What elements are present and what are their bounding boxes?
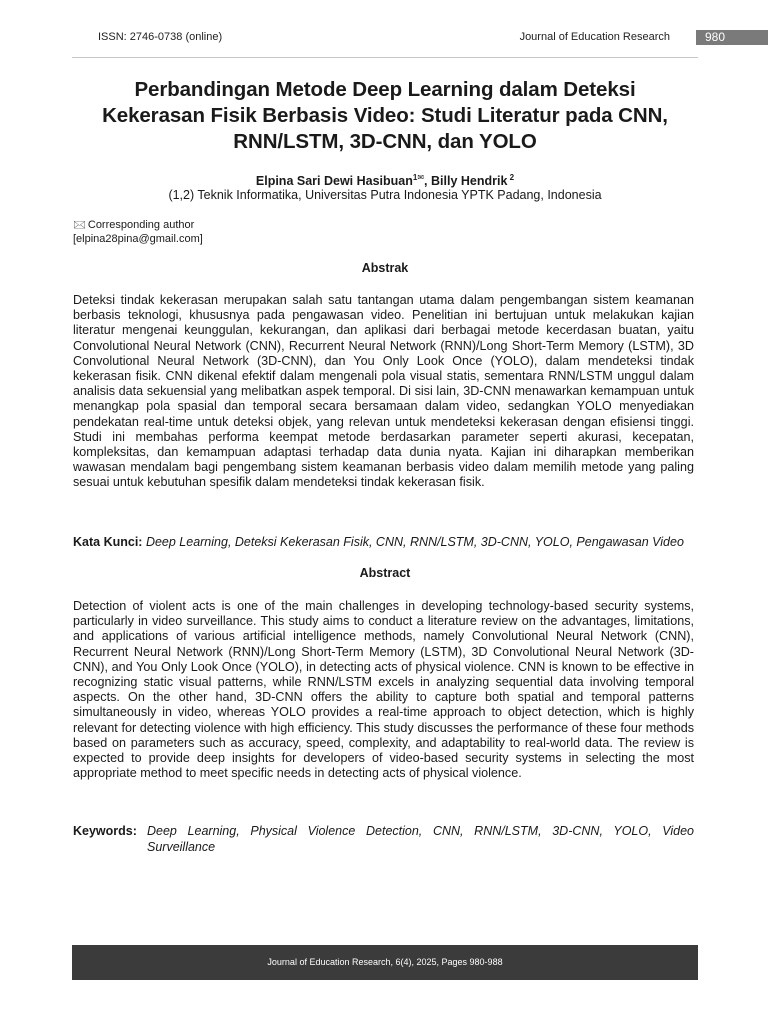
author-name: Billy Hendrik — [431, 174, 508, 189]
abstract-heading: Abstract — [359, 566, 411, 580]
author-affiliation-mark: 1✉ — [412, 173, 425, 182]
corresponding-author — [73, 218, 203, 246]
author-affiliation-mark: 2 — [507, 173, 515, 182]
author-name: Elpina Sari Dewi Hasibuan — [255, 174, 413, 189]
abstrak-text: Deteksi tindak kekerasan merupakan salah satu tantangan utama dalam pengembangan sistem keamanan berbasis teknologi, khususnya pada pengawasan video. Penelitian ini bertujuan untuk melakukan kajian literatur mengenai keunggulan, kekurangan, dan aplikasi dari berbagai metode kecerdasan buatan, yaitu Convolutional Neural Network (CNN), Recurrent Neural Network (RNN)/Long Short-Term Memory (LSTM), 3D Convolutional Neural Network (3D-CNN), dan You Only Look Once (YOLO), dalam mendeteksi tindak kekerasan fisik. CNN dikenal efektif dalam mengenali pola visual statis, sementara RNN/LSTM unggul dalam analisis data sekuensial yang melibatkan aspek temporal. Di sisi lain, 3D-CNN menawarkan kemampuan untuk menangkap pola spasial dan temporal secara bersamaan dalam video, sedangkan YOLO menyediakan pendekatan real-time untuk deteksi objek, yang relevan untuk mendeteksi kekerasan dengan efisiensi tinggi. Studi ini membahas performa keempat metode berdasarkan parameter seperti akurasi, kecepatan, kompleksitas, dan kemampuan adaptasi terhadap data dunia nyata. Kajian ini diharapkan memberikan wawasan mendalam bagi pengembang sistem keamanan berbasis video dalam memilih metode yang paling sesuai untuk kebutuhan spesifik dalam mendeteksi tindak kekerasan fisik. — [73, 293, 694, 490]
keywords-label: Keywords: — [73, 824, 137, 838]
article-title — [72, 77, 698, 155]
abstrak-heading: Abstrak — [361, 261, 409, 275]
corresponding-email[interactable]: [elpina28pina@gmail.com] — [73, 233, 203, 245]
title-line: Perbandingan Metode Deep Learning dalam Deteksi — [134, 78, 636, 101]
page-header — [0, 0, 768, 58]
keywords-label: Kata Kunci: — [73, 535, 143, 549]
kata-kunci — [73, 534, 694, 550]
corresponding-label: Corresponding author — [87, 219, 195, 231]
author-affiliation: (1,2) Teknik Informatika, Universitas Putra Indonesia YPTK Padang, Indonesia — [168, 188, 602, 202]
abstract-text: Detection of violent acts is one of the main challenges in developing technology-based security systems, particularly in video surveillance. This study aims to conduct a literature review on the advantages, limitations, and applications of various artificial intelligence methods, namely Convolutional Neural Network (CNN), Recurrent Neural Network (RNN)/Long Short-Term Memory (LSTM), 3D Convolutional Neural Network (3D-CNN), and You Only Look Once (YOLO), in detecting acts of physical violence. CNN is known to be effective in recognizing static visual patterns, while RNN/LSTM excels in analyzing sequential data involving temporal aspects. On the other hand, 3D-CNN offers the ability to capture both spatial and temporal patterns simultaneously in video, whereas YOLO provides a real-time approach to object detection, which is highly relevant for detecting violence with high efficiency. This study discusses the performance of these four methods based on parameters such as accuracy, speed, complexity, and adaptability to real-world data. The review is expected to provide deep insights for developers of video-based security systems in selecting the most appropriate method to meet specific needs in detecting acts of physical violence. — [73, 599, 694, 781]
keywords-english — [73, 823, 694, 855]
page-footer: Journal of Education Research, 6(4), 2025, Pages 980-988 — [72, 945, 698, 980]
envelope-icon: 🖂 — [73, 219, 86, 231]
issn-label: ISSN: 2746-0738 (online) — [98, 31, 223, 43]
title-line: RNN/LSTM, 3D-CNN, dan YOLO — [233, 130, 537, 153]
header-divider — [72, 57, 698, 58]
keywords-list: Deep Learning, Physical Violence Detection, CNN, RNN/LSTM, 3D-CNN, YOLO, Video Surveillance — [147, 824, 694, 854]
author-separator: , — [424, 174, 431, 189]
title-line: Kekerasan Fisik Berbasis Video: Studi Literatur pada CNN, — [102, 104, 668, 127]
page-number: 980 — [696, 30, 768, 45]
journal-name: Journal of Education Research — [519, 31, 670, 43]
keywords-list: Deep Learning, Deteksi Kekerasan Fisik, CNN, RNN/LSTM, 3D-CNN, YOLO, Pengawasan Video — [145, 535, 684, 549]
